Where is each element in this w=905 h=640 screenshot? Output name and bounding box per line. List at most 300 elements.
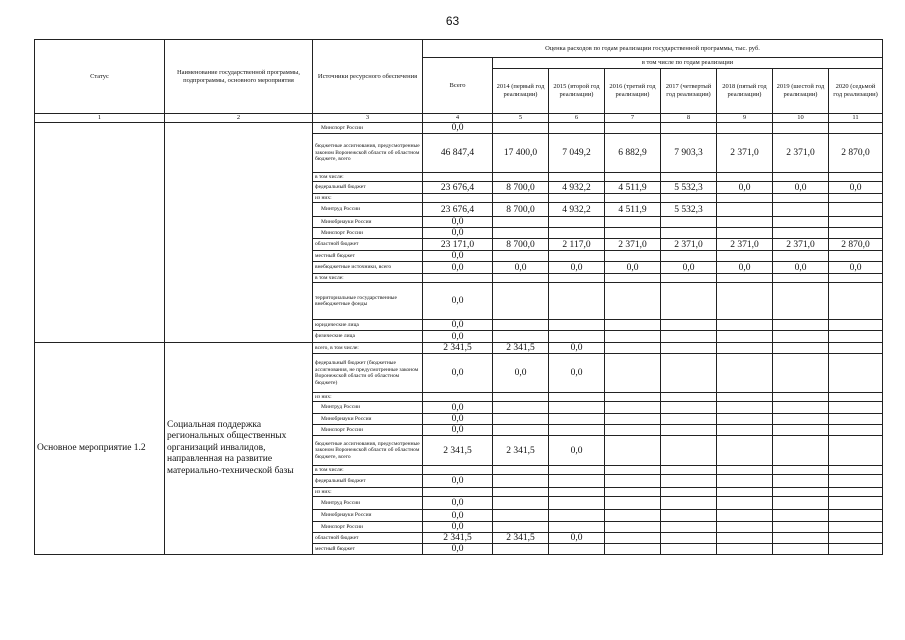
year-value-cell: 5 532,3 [661, 182, 717, 194]
year-value-cell [717, 510, 773, 522]
year-value-cell [829, 203, 883, 217]
year-value-cell [605, 425, 661, 436]
year-value-cell [605, 402, 661, 414]
total-value-cell [423, 274, 493, 283]
total-value-cell [423, 194, 493, 203]
year-value-cell [717, 402, 773, 414]
year-value-cell [605, 533, 661, 544]
year-value-cell [829, 436, 883, 466]
source-cell: внебюджетные источники, всего [313, 262, 423, 274]
year-value-cell [773, 466, 829, 475]
source-cell: федеральный бюджет (бюджетные ассигнования, не предусмотренные законом Воронежской области об областном бюджете) [313, 354, 423, 393]
year-value-cell [773, 402, 829, 414]
year-value-cell: 0,0 [549, 354, 605, 393]
year-value-cell [605, 354, 661, 393]
year-value-cell [661, 217, 717, 228]
source-cell: областной бюджет [313, 239, 423, 251]
year-value-cell: 2 117,0 [549, 239, 605, 251]
year-value-cell [493, 414, 549, 425]
year-value-cell [661, 488, 717, 497]
year-value-cell [829, 343, 883, 354]
col-number: 5 [493, 114, 549, 123]
year-value-cell: 2 371,0 [773, 134, 829, 173]
year-value-cell [605, 331, 661, 343]
year-value-cell [661, 194, 717, 203]
total-value-cell: 0,0 [423, 522, 493, 533]
year-value-cell [717, 533, 773, 544]
total-value-cell: 0,0 [423, 354, 493, 393]
total-value-cell: 23 676,4 [423, 182, 493, 194]
year-value-cell [717, 488, 773, 497]
year-value-cell: 7 049,2 [549, 134, 605, 173]
year-value-cell [549, 510, 605, 522]
source-cell: Минтруд России [313, 402, 423, 414]
year-value-cell [829, 488, 883, 497]
source-cell: Минспорт России [313, 123, 423, 134]
year-value-cell [661, 436, 717, 466]
year-value-cell [773, 274, 829, 283]
year-value-cell [549, 274, 605, 283]
year-value-cell [829, 194, 883, 203]
total-value-cell: 0,0 [423, 402, 493, 414]
col-number: 10 [773, 114, 829, 123]
source-cell: Минобрнауки России [313, 414, 423, 425]
source-cell: физические лица [313, 331, 423, 343]
year-value-cell [549, 466, 605, 475]
year-value-cell [829, 173, 883, 182]
total-value-cell: 23 171,0 [423, 239, 493, 251]
year-value-cell [829, 533, 883, 544]
year-value-cell [493, 283, 549, 320]
year-value-cell [773, 497, 829, 510]
year-value-cell [661, 544, 717, 555]
year-value-cell [493, 497, 549, 510]
header-year: 2019 (шестой год реализации) [773, 69, 829, 114]
year-value-cell [549, 402, 605, 414]
year-value-cell [493, 173, 549, 182]
year-value-cell [773, 251, 829, 262]
total-value-cell: 0,0 [423, 123, 493, 134]
source-cell: из них: [313, 488, 423, 497]
year-value-cell [829, 414, 883, 425]
year-value-cell: 6 882,9 [605, 134, 661, 173]
year-value-cell [605, 251, 661, 262]
year-value-cell [773, 544, 829, 555]
year-value-cell: 0,0 [493, 262, 549, 274]
source-cell: из них: [313, 194, 423, 203]
header-year: 2017 (четвертый год реализации) [661, 69, 717, 114]
year-value-cell [493, 544, 549, 555]
year-value-cell [773, 228, 829, 239]
table-body [35, 123, 883, 555]
year-value-cell [773, 194, 829, 203]
year-value-cell [605, 414, 661, 425]
header-year: 2016 (третий год реализации) [605, 69, 661, 114]
year-value-cell [605, 274, 661, 283]
program-name-cell: Социальная поддержка региональных общественных организаций инвалидов, направленная на развитие материально-технической базы [165, 343, 313, 555]
year-value-cell [773, 533, 829, 544]
year-value-cell [493, 123, 549, 134]
year-value-cell [773, 354, 829, 393]
total-value-cell: 0,0 [423, 331, 493, 343]
year-value-cell [549, 475, 605, 488]
year-value-cell [717, 393, 773, 402]
year-value-cell [605, 320, 661, 331]
year-value-cell [605, 475, 661, 488]
year-value-cell [829, 331, 883, 343]
year-value-cell [661, 251, 717, 262]
year-value-cell [493, 466, 549, 475]
year-value-cell [605, 393, 661, 402]
header-total: Всего [423, 58, 493, 114]
year-value-cell [605, 283, 661, 320]
source-cell: из них: [313, 393, 423, 402]
year-value-cell: 0,0 [829, 262, 883, 274]
year-value-cell: 4 511,9 [605, 203, 661, 217]
year-value-cell [717, 436, 773, 466]
year-value-cell: 2 870,0 [829, 134, 883, 173]
year-value-cell [493, 228, 549, 239]
source-cell: в том числе: [313, 274, 423, 283]
year-value-cell [549, 228, 605, 239]
year-value-cell: 0,0 [549, 262, 605, 274]
year-value-cell [549, 123, 605, 134]
total-value-cell: 2 341,5 [423, 436, 493, 466]
year-value-cell [773, 488, 829, 497]
total-value-cell: 46 847,4 [423, 134, 493, 173]
source-cell: местный бюджет [313, 251, 423, 262]
status-cell: Основное мероприятие 1.2 [35, 343, 165, 555]
header-sources: Источники ресурсного обеспечения [313, 40, 423, 114]
year-value-cell: 2 341,5 [493, 533, 549, 544]
total-value-cell: 0,0 [423, 475, 493, 488]
year-value-cell: 2 371,0 [605, 239, 661, 251]
source-cell: федеральный бюджет [313, 475, 423, 488]
year-value-cell [717, 475, 773, 488]
year-value-cell [605, 228, 661, 239]
year-value-cell: 2 341,5 [493, 436, 549, 466]
year-value-cell [661, 123, 717, 134]
year-value-cell: 2 870,0 [829, 239, 883, 251]
year-value-cell [829, 544, 883, 555]
total-value-cell [423, 466, 493, 475]
year-value-cell [549, 173, 605, 182]
year-value-cell: 7 903,3 [661, 134, 717, 173]
header-year: 2015 (второй год реализации) [549, 69, 605, 114]
year-value-cell [717, 331, 773, 343]
year-value-cell [605, 466, 661, 475]
col-number: 4 [423, 114, 493, 123]
year-value-cell [717, 466, 773, 475]
table-row [35, 343, 883, 354]
year-value-cell [549, 331, 605, 343]
total-value-cell: 0,0 [423, 283, 493, 320]
year-value-cell [493, 331, 549, 343]
year-value-cell [829, 402, 883, 414]
source-cell: Минтруд России [313, 497, 423, 510]
col-number: 3 [313, 114, 423, 123]
status-cell [35, 123, 165, 343]
year-value-cell [717, 217, 773, 228]
year-value-cell [773, 123, 829, 134]
year-value-cell [605, 343, 661, 354]
total-value-cell: 2 341,5 [423, 533, 493, 544]
source-cell: федеральный бюджет [313, 182, 423, 194]
year-value-cell [493, 522, 549, 533]
year-value-cell [773, 414, 829, 425]
year-value-cell [605, 436, 661, 466]
year-value-cell: 0,0 [549, 533, 605, 544]
year-value-cell [717, 274, 773, 283]
year-value-cell [829, 274, 883, 283]
year-value-cell [661, 274, 717, 283]
total-value-cell [423, 393, 493, 402]
total-value-cell: 0,0 [423, 497, 493, 510]
year-value-cell [717, 343, 773, 354]
year-value-cell [773, 331, 829, 343]
year-value-cell [661, 393, 717, 402]
year-value-cell [717, 320, 773, 331]
col-number: 1 [35, 114, 165, 123]
year-value-cell [605, 510, 661, 522]
header-including-years: в том числе по годам реализации [493, 58, 883, 69]
year-value-cell [829, 251, 883, 262]
col-number: 9 [717, 114, 773, 123]
total-value-cell: 0,0 [423, 425, 493, 436]
header-name: Наименование государственной программы, подпрограммы, основного мероприятия [165, 40, 313, 114]
budget-table [34, 39, 883, 555]
program-name-cell [165, 123, 313, 343]
year-value-cell [773, 510, 829, 522]
year-value-cell [549, 414, 605, 425]
year-value-cell [661, 497, 717, 510]
year-value-cell [773, 283, 829, 320]
total-value-cell: 0,0 [423, 251, 493, 262]
year-value-cell [549, 194, 605, 203]
source-cell: в том числе: [313, 466, 423, 475]
year-value-cell [493, 510, 549, 522]
total-value-cell: 23 676,4 [423, 203, 493, 217]
year-value-cell [829, 466, 883, 475]
year-value-cell [549, 251, 605, 262]
year-value-cell [605, 217, 661, 228]
total-value-cell: 0,0 [423, 510, 493, 522]
total-value-cell [423, 173, 493, 182]
year-value-cell: 0,0 [605, 262, 661, 274]
year-value-cell [549, 320, 605, 331]
year-value-cell [661, 510, 717, 522]
col-number: 6 [549, 114, 605, 123]
year-value-cell: 2 371,0 [717, 134, 773, 173]
year-value-cell: 5 532,3 [661, 203, 717, 217]
year-value-cell: 0,0 [549, 436, 605, 466]
year-value-cell [661, 354, 717, 393]
year-value-cell: 8 700,0 [493, 239, 549, 251]
source-cell: Минспорт России [313, 425, 423, 436]
year-value-cell [829, 354, 883, 393]
year-value-cell: 4 932,2 [549, 182, 605, 194]
year-value-cell: 0,0 [773, 182, 829, 194]
year-value-cell: 0,0 [493, 354, 549, 393]
year-value-cell [717, 123, 773, 134]
year-value-cell [661, 173, 717, 182]
header-year: 2018 (пятый год реализации) [717, 69, 773, 114]
year-value-cell [605, 497, 661, 510]
year-value-cell [493, 393, 549, 402]
year-value-cell [773, 203, 829, 217]
year-value-cell [717, 173, 773, 182]
year-value-cell [661, 522, 717, 533]
year-value-cell: 0,0 [829, 182, 883, 194]
year-value-cell [717, 228, 773, 239]
year-value-cell [493, 488, 549, 497]
year-value-cell [829, 510, 883, 522]
header-estimate: Оценка расходов по годам реализации государственной программы, тыс. руб. [423, 40, 883, 58]
year-value-cell [661, 414, 717, 425]
year-value-cell [549, 522, 605, 533]
year-value-cell [773, 343, 829, 354]
year-value-cell [717, 522, 773, 533]
year-value-cell [493, 274, 549, 283]
year-value-cell [661, 466, 717, 475]
year-value-cell [717, 354, 773, 393]
year-value-cell [717, 251, 773, 262]
source-cell: Минспорт России [313, 228, 423, 239]
col-number: 2 [165, 114, 313, 123]
source-cell: Минобрнауки России [313, 510, 423, 522]
year-value-cell: 2 371,0 [773, 239, 829, 251]
source-cell: Минобрнауки России [313, 217, 423, 228]
year-value-cell [773, 475, 829, 488]
col-number: 8 [661, 114, 717, 123]
year-value-cell [773, 320, 829, 331]
year-value-cell [493, 217, 549, 228]
year-value-cell [493, 402, 549, 414]
year-value-cell: 2 341,5 [493, 343, 549, 354]
year-value-cell: 17 400,0 [493, 134, 549, 173]
year-value-cell [661, 425, 717, 436]
year-value-cell [493, 475, 549, 488]
year-value-cell: 0,0 [773, 262, 829, 274]
source-cell: Минспорт России [313, 522, 423, 533]
total-value-cell: 2 341,5 [423, 343, 493, 354]
year-value-cell [829, 283, 883, 320]
col-number: 7 [605, 114, 661, 123]
header-status: Статус [35, 40, 165, 114]
total-value-cell [423, 488, 493, 497]
year-value-cell [549, 544, 605, 555]
year-value-cell [549, 497, 605, 510]
year-value-cell [493, 320, 549, 331]
year-value-cell [661, 331, 717, 343]
year-value-cell [773, 217, 829, 228]
year-value-cell: 4 511,9 [605, 182, 661, 194]
year-value-cell [829, 425, 883, 436]
year-value-cell [605, 194, 661, 203]
year-value-cell [829, 217, 883, 228]
year-value-cell: 0,0 [717, 262, 773, 274]
year-value-cell [549, 217, 605, 228]
year-value-cell [773, 522, 829, 533]
year-value-cell [661, 402, 717, 414]
source-cell: местный бюджет [313, 544, 423, 555]
year-value-cell [829, 320, 883, 331]
year-value-cell [605, 522, 661, 533]
year-value-cell [493, 251, 549, 262]
year-value-cell [717, 194, 773, 203]
total-value-cell: 0,0 [423, 262, 493, 274]
source-cell: Минтруд России [313, 203, 423, 217]
header-year: 2020 (седьмой год реализации) [829, 69, 883, 114]
year-value-cell [717, 203, 773, 217]
year-value-cell [717, 497, 773, 510]
year-value-cell: 0,0 [549, 343, 605, 354]
year-value-cell: 8 700,0 [493, 182, 549, 194]
year-value-cell [661, 283, 717, 320]
source-cell: бюджетные ассигнования, предусмотренные законом Воронежской области об областном бюджете, всего [313, 134, 423, 173]
year-value-cell: 4 932,2 [549, 203, 605, 217]
year-value-cell [661, 228, 717, 239]
col-number: 11 [829, 114, 883, 123]
year-value-cell [605, 488, 661, 497]
year-value-cell: 8 700,0 [493, 203, 549, 217]
year-value-cell [717, 425, 773, 436]
year-value-cell: 2 371,0 [661, 239, 717, 251]
year-value-cell [829, 522, 883, 533]
header-year: 2014 (первый год реализации) [493, 69, 549, 114]
year-value-cell [829, 228, 883, 239]
total-value-cell: 0,0 [423, 217, 493, 228]
year-value-cell [717, 544, 773, 555]
year-value-cell [661, 343, 717, 354]
year-value-cell: 2 371,0 [717, 239, 773, 251]
total-value-cell: 0,0 [423, 320, 493, 331]
total-value-cell: 0,0 [423, 414, 493, 425]
year-value-cell [549, 393, 605, 402]
year-value-cell [773, 173, 829, 182]
source-cell: бюджетные ассигнования, предусмотренные законом Воронежской области об областном бюджете, всего [313, 436, 423, 466]
source-cell: областной бюджет [313, 533, 423, 544]
year-value-cell [661, 475, 717, 488]
year-value-cell [717, 414, 773, 425]
year-value-cell [605, 544, 661, 555]
year-value-cell [661, 320, 717, 331]
year-value-cell: 0,0 [717, 182, 773, 194]
year-value-cell [829, 497, 883, 510]
year-value-cell [549, 488, 605, 497]
year-value-cell [717, 283, 773, 320]
year-value-cell [605, 173, 661, 182]
year-value-cell [493, 194, 549, 203]
year-value-cell [773, 393, 829, 402]
table-row [35, 123, 883, 134]
year-value-cell [605, 123, 661, 134]
year-value-cell [829, 393, 883, 402]
year-value-cell: 0,0 [661, 262, 717, 274]
page-number: 63 [445, 14, 460, 28]
year-value-cell [773, 436, 829, 466]
year-value-cell [493, 425, 549, 436]
year-value-cell [829, 123, 883, 134]
year-value-cell [773, 425, 829, 436]
year-value-cell [549, 283, 605, 320]
year-value-cell [549, 425, 605, 436]
source-cell: всего, в том числе: [313, 343, 423, 354]
total-value-cell: 0,0 [423, 228, 493, 239]
year-value-cell [661, 533, 717, 544]
year-value-cell [829, 475, 883, 488]
source-cell: в том числе: [313, 173, 423, 182]
